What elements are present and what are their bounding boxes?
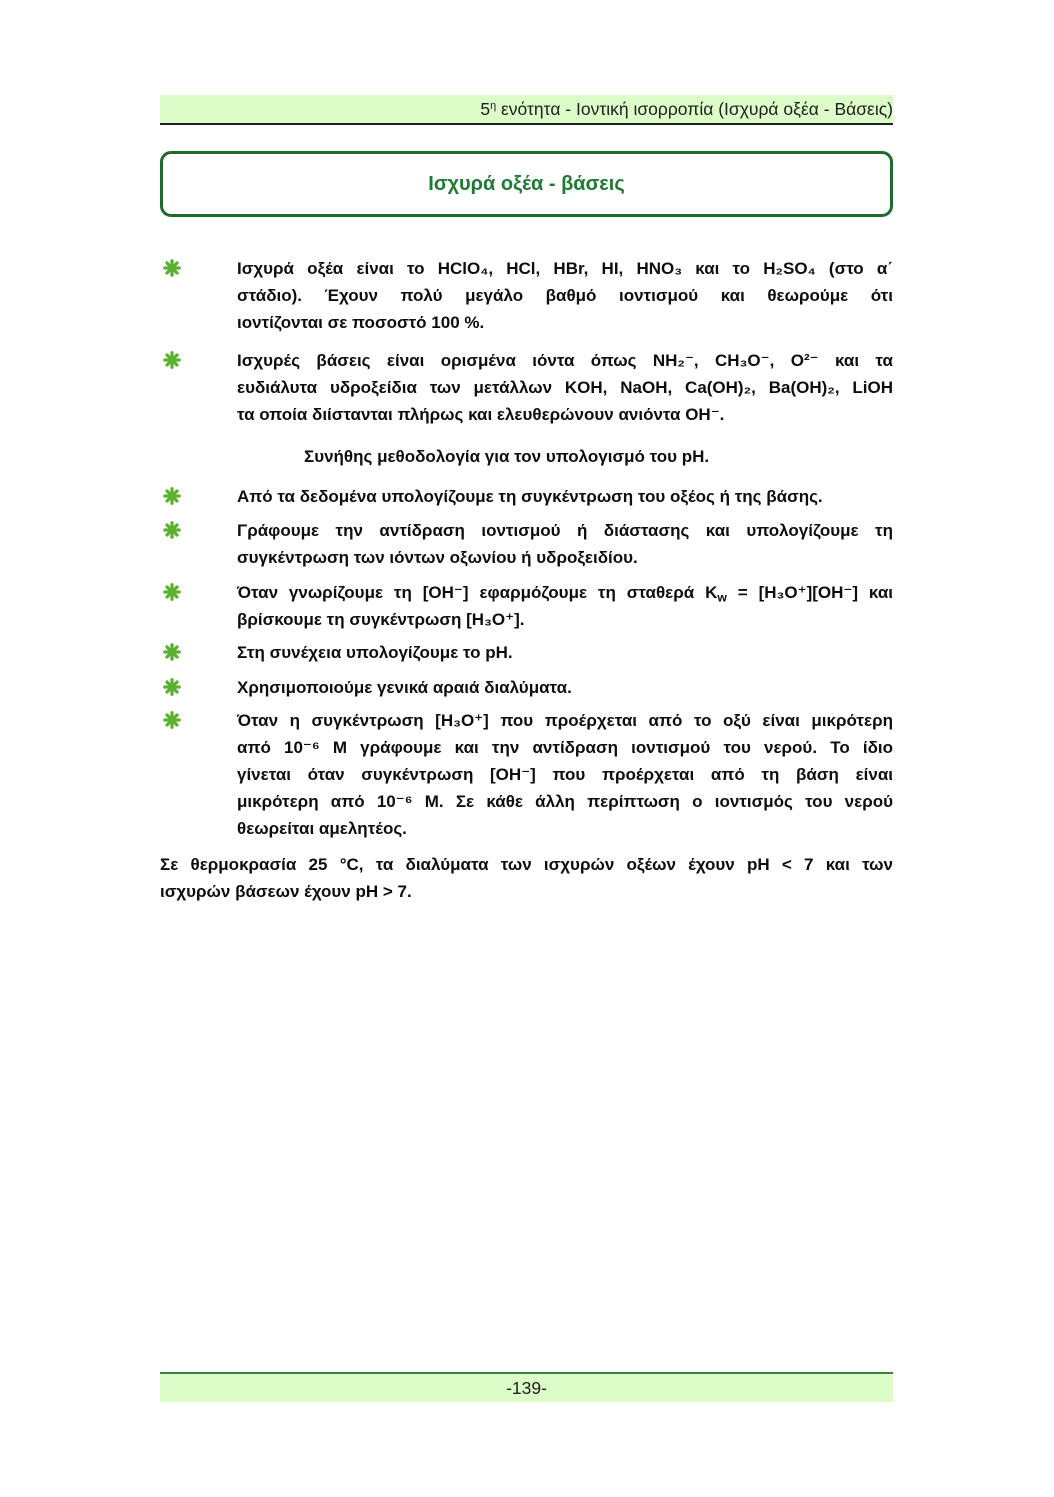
page-number: -139-: [506, 1378, 547, 1398]
text-line: [237, 579, 893, 606]
text-line: Σε θερμοκρασία 25 °C, τα διαλύματα των ισχυρών οξέων έχουν pH < 7 και των: [160, 855, 893, 874]
chapter-ordinal: η: [490, 100, 497, 113]
text-line: βρίσκουμε τη συγκέντρωση [H₃O⁺].: [237, 610, 525, 629]
text-line: θεωρείται αμελητέος.: [237, 819, 407, 838]
equation-text-rest: = [H₃O⁺][OH⁻] και: [726, 583, 893, 602]
subscript-w: w: [717, 590, 727, 605]
methodology-heading: Συνήθης μεθοδολογία για τον υπολογισμό του pH.: [304, 447, 710, 466]
step-text: [237, 579, 893, 633]
chapter-number: 5: [480, 99, 491, 119]
text-line: Χρησιμοποιούμε γενικά αραιά διαλύματα.: [237, 678, 572, 697]
text-line: γίνεται όταν συγκέντρωση [OH⁻] που προέρχεται από τη βάση είναι: [237, 765, 893, 784]
text-line: Από τα δεδομένα υπολογίζουμε τη συγκέντρωση του οξέος ή της βάσης.: [237, 487, 823, 506]
text-line: ισχυρών βάσεων έχουν pH > 7.: [160, 882, 412, 901]
running-header: [160, 95, 893, 125]
equation-text: Όταν γνωρίζουμε τη [OH⁻] εφαρμόζουμε τη σταθερά K: [237, 583, 718, 602]
step-text: [237, 639, 893, 666]
step-text: [237, 483, 893, 510]
asterisk-bullet-icon: [163, 583, 181, 601]
asterisk-bullet-icon: [163, 643, 181, 661]
section-title: Ισχυρά οξέα - βάσεις: [428, 173, 625, 195]
definition-text: [237, 347, 893, 428]
text-line: ευδιάλυτα υδροξείδια των μετάλλων KOH, NaOH, Ca(OH)₂, Ba(OH)₂, LiOH: [237, 378, 893, 397]
asterisk-bullet-icon: [163, 259, 181, 277]
step-text: [237, 674, 893, 701]
section-title-box: [160, 151, 893, 217]
conclusion-text: [160, 851, 893, 905]
page-footer: [160, 1372, 893, 1402]
step-text: [237, 707, 893, 842]
chapter-title: ενότητα - Ιοντική ισορροπία (Ισχυρά οξέα - Βάσεις): [496, 99, 893, 119]
text-line: μικρότερη από 10⁻⁶ M. Σε κάθε άλλη περίπτωση ο ιοντισμός του νερού: [237, 792, 893, 811]
text-line: τα οποία διίστανται πλήρως και ελευθερώνουν ανιόντα OH⁻.: [237, 405, 725, 424]
asterisk-bullet-icon: [163, 521, 181, 539]
asterisk-bullet-icon: [163, 487, 181, 505]
text-line: Στη συνέχεια υπολογίζουμε το pH.: [237, 643, 513, 662]
asterisk-bullet-icon: [163, 678, 181, 696]
text-line: Όταν η συγκέντρωση [H₃O⁺] που προέρχεται από το οξύ είναι μικρότερη: [237, 711, 893, 730]
text-line: Ισχυρά οξέα είναι το HClO₄, HCl, HBr, HI, HNO₃ και το H₂SO₄ (στο α΄: [237, 259, 893, 278]
text-line: Ισχυρές βάσεις είναι ορισμένα ιόντα όπως NH₂⁻, CH₃O⁻, O²⁻ και τα: [237, 351, 893, 370]
step-text: [237, 517, 893, 571]
text-line: στάδιο). Έχουν πολύ μεγάλο βαθμό ιοντισμού και θεωρούμε ότι: [237, 286, 893, 305]
asterisk-bullet-icon: [163, 711, 181, 729]
text-line: ιοντίζονται σε ποσοστό 100 %.: [237, 313, 485, 332]
definition-text: [237, 255, 893, 336]
text-line: Γράφουμε την αντίδραση ιοντισμού ή διάστασης και υπολογίζουμε τη: [237, 521, 893, 540]
text-line: από 10⁻⁶ M γράφουμε και την αντίδραση ιοντισμού του νερού. Το ίδιο: [237, 738, 893, 757]
text-line: συγκέντρωση των ιόντων οξωνίου ή υδροξειδίου.: [237, 548, 638, 567]
asterisk-bullet-icon: [163, 351, 181, 369]
